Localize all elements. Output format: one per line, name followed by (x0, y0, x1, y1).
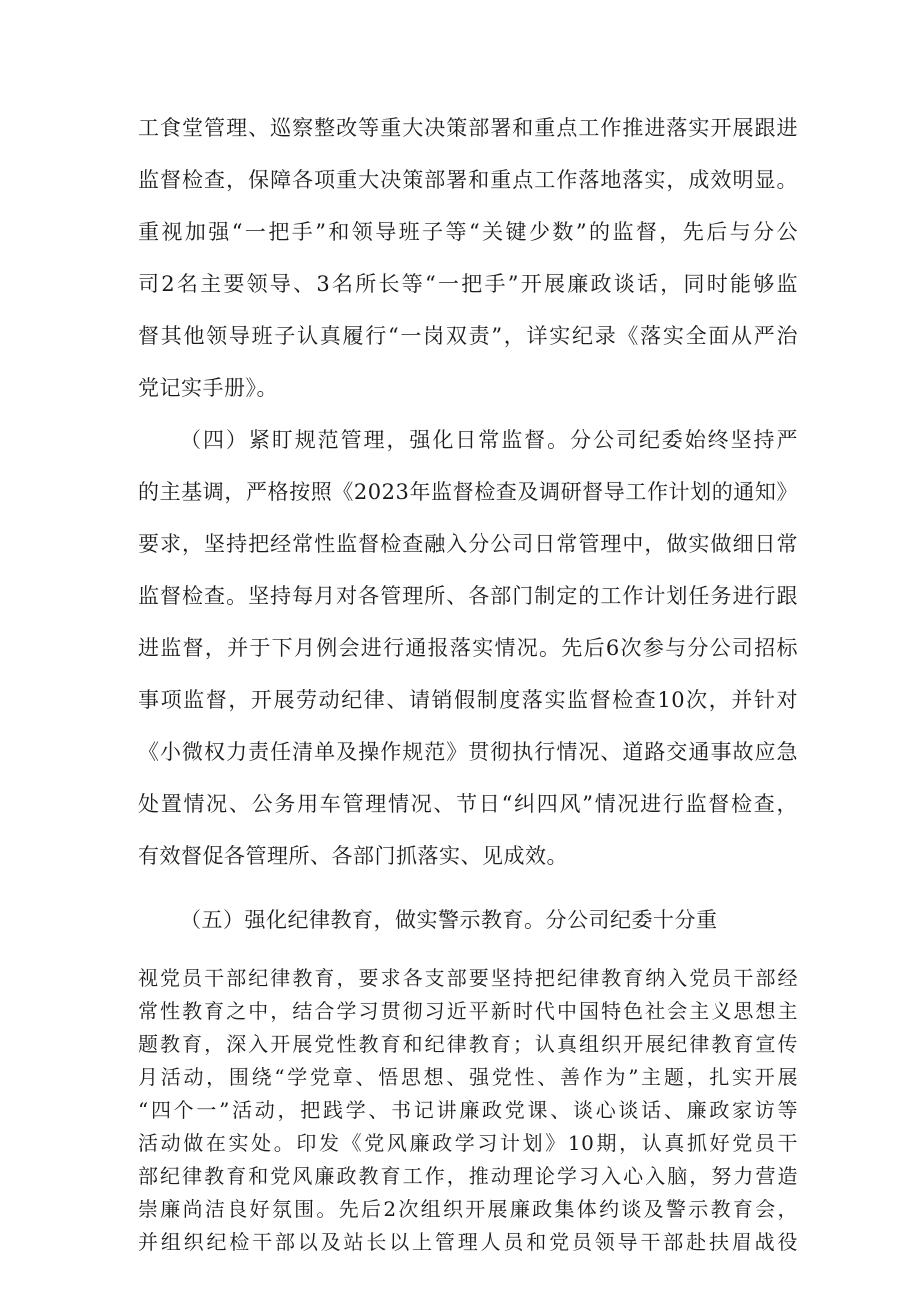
text-line: 并组织纪检干部以及站长以上管理人员和党员领导干部赴扶眉战役 (138, 1230, 798, 1254)
text-line: 事项监督，开展劳动纪律、请销假制度落实监督检查10次，并针对 (138, 688, 798, 712)
text-line: 监督检查。坚持每月对各管理所、各部门制定的工作计划任务进行跟 (138, 584, 798, 608)
section-heading-line: （五）强化纪律教育，做实警示教育。分公司纪委十分重 (180, 908, 718, 932)
text-line: 常性教育之中，结合学习贯彻习近平新时代中国特色社会主义思想主 (138, 999, 798, 1023)
section-heading-line: （四）紧盯规范管理，强化日常监督。分公司纪委始终坚持严 (180, 428, 798, 452)
text-line: 视党员干部纪律教育，要求各支部要坚持把纪律教育纳入党员干部经 (138, 966, 798, 990)
text-line: 题教育，深入开展党性教育和纪律教育；认真组织开展纪律教育宣传 (138, 1032, 798, 1056)
text-line: 监督检查，保障各项重大决策部署和重点工作落地落实，成效明显。 (138, 168, 798, 192)
text-line: “四个一”活动，把践学、书记讲廉政党课、谈心谈话、廉政家访等 (138, 1098, 798, 1122)
text-line: 督其他领导班子认真履行“一岗双责”，详实纪录《落实全面从严治 (138, 324, 798, 348)
text-line: 要求，坚持把经常性监督检查融入分公司日常管理中，做实做细日常 (138, 532, 798, 556)
text-line: 的主基调，严格按照《2023年监督检查及调研督导工作计划的通知》 (138, 480, 798, 504)
text-line: 有效督促各管理所、各部门抓落实、见成效。 (138, 844, 568, 868)
text-line: 崇廉尚洁良好氛围。先后2次组织开展廉政集体约谈及警示教育会， (138, 1197, 798, 1221)
text-line: 部纪律教育和党风廉政教育工作，推动理论学习入心入脑，努力营造 (138, 1164, 798, 1188)
text-line: 活动做在实处。印发《党风廉政学习计划》10期，认真抓好党员干 (138, 1131, 798, 1155)
text-line: 工食堂管理、巡察整改等重大决策部署和重点工作推进落实开展跟进 (138, 116, 798, 140)
text-line: 《小微权力责任清单及操作规范》贯彻执行情况、道路交通事故应急 (138, 740, 798, 764)
text-line: 月活动，围绕“学党章、悟思想、强党性、善作为”主题，扎实开展 (138, 1065, 798, 1089)
text-line: 进监督，并于下月例会进行通报落实情况。先后6次参与分公司招标 (138, 636, 798, 660)
text-line: 处置情况、公务用车管理情况、节日“纠四风”情况进行监督检查， (138, 792, 798, 816)
text-line: 司2名主要领导、3名所长等“一把手”开展廉政谈话，同时能够监 (138, 272, 798, 296)
text-line: 党记实手册》。 (138, 376, 278, 400)
text-line: 重视加强“一把手”和领导班子等“关键少数”的监督，先后与分公 (138, 220, 798, 244)
